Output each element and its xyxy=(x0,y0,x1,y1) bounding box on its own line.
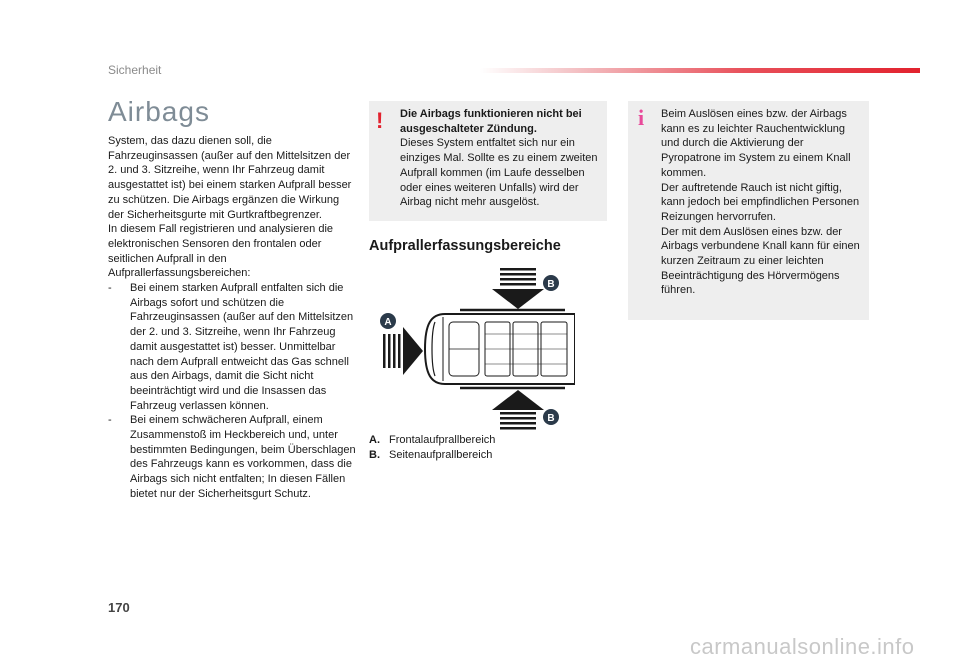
bullet-dash: - xyxy=(108,414,112,427)
info-icon: i xyxy=(638,105,645,130)
page-number: 170 xyxy=(108,600,130,615)
watermark: carmanualsonline.info xyxy=(690,634,915,659)
legend-item xyxy=(369,448,495,463)
legend-letter: A. xyxy=(369,434,380,446)
label-b-top: B xyxy=(547,279,555,290)
label-a: A xyxy=(384,317,392,328)
warning-box xyxy=(369,101,607,221)
page-title: Airbags xyxy=(108,96,210,127)
legend-text: Frontalaufprallbereich xyxy=(389,434,496,446)
info-text xyxy=(661,107,866,298)
header-rule xyxy=(480,68,920,73)
intro-paragraph: System, das dazu dienen soll, die Fahrzeuginsassen (außer auf den Mittelsitzen der 2. und 3. Sitzreihe, wenn Ihr Fahrzeug damit ausgestattet ist) bei einem starken Aufprall besser zu schützen. Die Airbags ergänzen die Wirkung der Sicherheitsgurte mit Gurtkraftbegrenzer. xyxy=(108,135,352,221)
bullet-text: Bei einem starken Aufprall entfalten sich die Airbags sofort und schützen die Fahrzeuginsassen (außer auf den Mittelsitzen der 2. und 3. Sitzreihe, wenn Ihr Fahrzeug damit ausgestattet ist) besser. Unmittelbar nach dem Aufprall entweicht das Gas schnell aus den Airbags, damit die Sicht nicht beeinträchtigt wird und die Insassen das Fahrzeug verlassen können. xyxy=(130,282,354,412)
info-line: Der mit dem Auslösen eines bzw. der Airbags verbundene Knall kann für einen kurzen Zeitraum zu einer leichten Beeinträchtigung des Hörvermögens führen. xyxy=(661,225,860,297)
bullet-text: Bei einem schwächeren Aufprall, einem Zusammenstoß im Heckbereich und, unter bestimmten Bedingungen, beim Überschlagen des Fahrzeugs kann es vorkommen, dass die Airbags sich nicht entfalten; In diesen Fällen bietet nur der Sicherheitsgurt Schutz. xyxy=(130,414,356,500)
bullet-dash: - xyxy=(108,282,112,295)
side-impact-arrow-bottom-icon xyxy=(492,390,544,430)
warning-text xyxy=(400,107,600,210)
legend xyxy=(369,433,495,463)
warning-bold: Die Airbags funktionieren nicht bei ausgeschalteter Zündung. xyxy=(400,108,582,135)
legend-text: Seitenaufprallbereich xyxy=(389,449,493,461)
impact-zones-heading: Aufprallerfassungsbereiche xyxy=(369,238,561,254)
warning-icon: ! xyxy=(376,108,384,133)
legend-letter: B. xyxy=(369,449,380,461)
body-text xyxy=(108,134,358,502)
label-b-bottom: B xyxy=(547,413,555,424)
frontal-impact-arrow-icon xyxy=(383,327,423,375)
info-line: Beim Auslösen eines bzw. der Airbags kann es zu leichter Rauchentwicklung und durch die Aktivierung der Pyropatrone im System zu einem Knall kommen. xyxy=(661,108,851,179)
bullet-item xyxy=(108,281,358,413)
warning-body: Dieses System entfaltet sich nur ein einziges Mal. Sollte es zu einem zweiten Aufprall kommen (im Laufe desselben oder eines weiteren Unfalls) wird der Airbag nicht mehr ausgelöst. xyxy=(400,137,598,209)
legend-item xyxy=(369,433,495,448)
side-impact-arrow-top-icon xyxy=(492,268,544,309)
info-line: Der auftretende Rauch ist nicht giftig, kann jedoch bei empfindlichen Personen Reizungen hervorrufen. xyxy=(661,181,860,223)
van-top-view-icon xyxy=(425,310,575,388)
intro-paragraph: In diesem Fall registrieren und analysieren die elektronischen Sensoren den frontalen oder seitlichen Aufprall in den Aufprallerfassungsbereichen: xyxy=(108,223,334,280)
section-label: Sicherheit xyxy=(108,63,162,77)
bullet-item xyxy=(108,413,358,501)
impact-zones-diagram xyxy=(375,262,575,430)
info-box xyxy=(628,101,869,320)
